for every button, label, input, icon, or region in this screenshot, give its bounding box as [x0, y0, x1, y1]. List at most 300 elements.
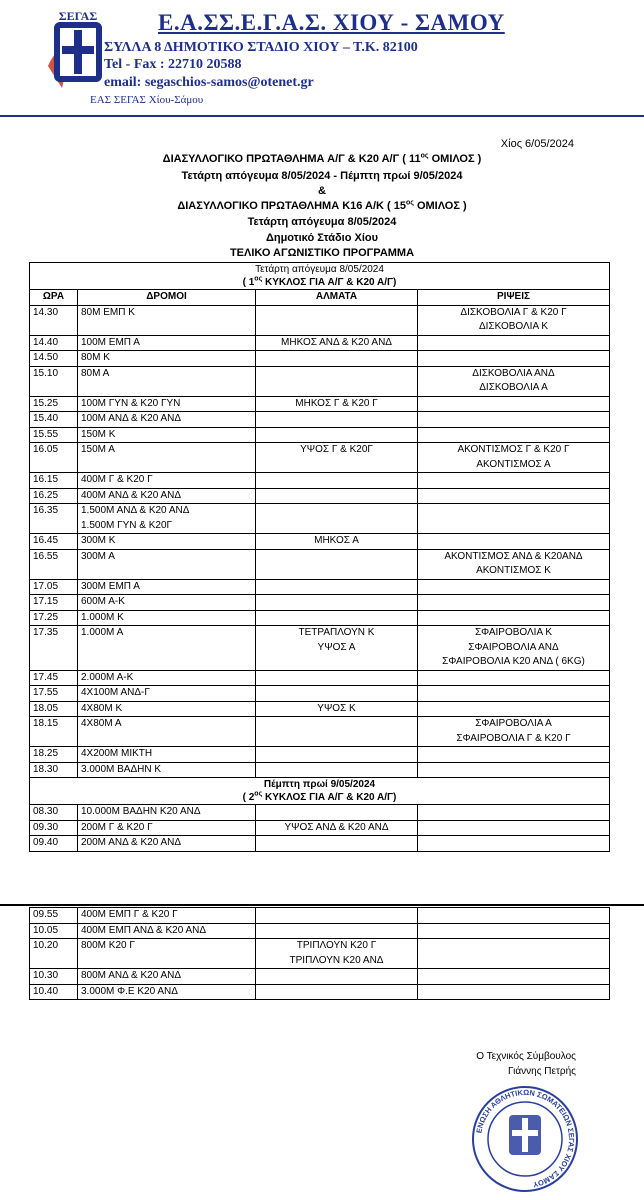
cell-line — [421, 985, 606, 1000]
runs-cell — [78, 701, 256, 717]
cell-line — [259, 428, 414, 443]
cell-line: 80Μ ΕΜΠ Κ — [81, 306, 135, 318]
cell-line — [421, 611, 606, 626]
jumps-cell — [256, 908, 418, 924]
runs-cell — [78, 504, 256, 534]
cell-line: 4Χ200Μ ΜΙΚΤΗ — [81, 748, 153, 759]
cell-line — [259, 747, 414, 762]
jumps-cell — [256, 626, 418, 671]
cell-line: 10.000Μ ΒΑΔΗΝ Κ20 ΑΝΔ — [81, 806, 201, 817]
table-row — [30, 939, 610, 969]
throws-cell — [418, 701, 610, 717]
cell-line: 150Μ Κ — [81, 428, 116, 440]
cell-line — [421, 580, 606, 595]
time-cell: 10.05 — [30, 923, 78, 939]
time-cell: 10.20 — [30, 939, 78, 969]
cell-line: ΜΗΚΟΣ ΑΝΔ & Κ20 ΑΝΔ — [281, 336, 392, 348]
cell-line — [421, 763, 606, 778]
throws-cell — [418, 923, 610, 939]
runs-cell — [78, 396, 256, 412]
logo-text: ΣΕΓΑΣ — [58, 9, 98, 23]
runs-cell — [78, 747, 256, 763]
time-cell: 15.25 — [30, 396, 78, 412]
cell-line: ΥΨΟΣ Γ & Κ20Γ — [300, 444, 373, 455]
table-row — [30, 305, 610, 335]
jumps-cell — [256, 805, 418, 821]
table-row — [30, 366, 610, 396]
time-cell: 17.05 — [30, 579, 78, 595]
table-row — [30, 579, 610, 595]
title-line-6: Δημοτικό Στάδιο Χίου — [265, 232, 379, 244]
cell-line: ΔΙΣΚΟΒΟΛΙΑ Α — [479, 382, 548, 393]
cell-line: 300Μ ΕΜΠ Α — [81, 580, 140, 592]
cell-line: ΑΚΟΝΤΙΣΜΟΣ Κ — [476, 565, 551, 576]
cell-line: 400Μ ΕΜΠ Γ & Κ20 Γ — [81, 909, 178, 920]
time-cell: 16.35 — [30, 504, 78, 534]
throws-cell — [418, 686, 610, 702]
time-cell: 18.05 — [30, 701, 78, 717]
title-line-3: & — [318, 185, 326, 197]
cell-line: 80Μ Α — [81, 367, 110, 379]
runs-cell — [78, 534, 256, 550]
cell-line: 600Μ Α-Κ — [81, 596, 125, 607]
jumps-cell — [256, 351, 418, 367]
table-row — [30, 670, 610, 686]
table-row — [30, 984, 610, 1000]
cell-line — [259, 671, 414, 686]
runs-cell — [78, 820, 256, 836]
cell-line: 1.000Μ Α — [81, 627, 124, 638]
jumps-cell — [256, 670, 418, 686]
jumps-cell — [256, 610, 418, 626]
time-cell: 17.25 — [30, 610, 78, 626]
table-row — [30, 351, 610, 367]
cell-line — [421, 504, 606, 519]
table-row — [30, 443, 610, 473]
cell-line: 4Χ80Μ Κ — [81, 702, 123, 714]
page-break-line — [0, 904, 644, 906]
throws-cell — [418, 984, 610, 1000]
cell-line — [259, 717, 414, 732]
table-row — [30, 805, 610, 821]
jumps-cell — [256, 923, 418, 939]
col-header-jumps: ΑΛΜΑΤΑ — [256, 290, 418, 306]
stamp-text: ΕΝΩΣΗ ΑΘΛΗΤΙΚΩΝ ΣΩΜΑΤΕΙΩΝ ΣΕΓΑΣ ΧΙΟΥ ΣΑΜΟΥ — [474, 1087, 577, 1190]
throws-cell — [418, 396, 610, 412]
table-row — [30, 473, 610, 489]
throws-cell — [418, 351, 610, 367]
cell-line — [259, 320, 414, 335]
runs-cell — [78, 366, 256, 396]
cell-line — [421, 939, 606, 954]
cell-line: 300Μ Κ — [81, 535, 116, 546]
official-stamp — [471, 1085, 579, 1193]
cell-line: 3.000Μ Φ.Ε Κ20 ΑΝΔ — [81, 985, 178, 997]
throws-cell — [418, 534, 610, 550]
jumps-cell — [256, 984, 418, 1000]
cell-line — [81, 564, 252, 579]
cell-line — [259, 489, 414, 504]
cell-line — [421, 969, 606, 984]
cell-line — [81, 458, 252, 473]
throws-cell — [418, 473, 610, 489]
cell-line: ΣΦΑΙΡΟΒΟΛΙΑ Κ20 ΑΝΔ ( 6KG) — [442, 656, 585, 667]
cell-line — [259, 519, 414, 534]
cell-line — [421, 336, 606, 351]
runs-cell — [78, 412, 256, 428]
table-row — [30, 908, 610, 924]
cell-line: 400Μ ΕΜΠ ΑΝΔ & Κ20 ΑΝΔ — [81, 924, 207, 936]
table-row — [30, 923, 610, 939]
cell-line: ΑΚΟΝΤΙΣΜΟΣ Α — [476, 458, 551, 470]
time-cell: 09.30 — [30, 820, 78, 836]
jumps-cell — [256, 969, 418, 985]
cell-line — [259, 732, 414, 747]
time-cell: 18.15 — [30, 717, 78, 747]
title-line-2: Τετάρτη απόγευμα 8/05/2024 - Πέμπτη πρωί 9/05/2024 — [181, 170, 463, 182]
jumps-cell — [256, 396, 418, 412]
cell-line — [259, 473, 414, 488]
time-cell: 16.05 — [30, 443, 78, 473]
time-cell: 18.30 — [30, 762, 78, 778]
runs-cell — [78, 443, 256, 473]
runs-cell — [78, 488, 256, 504]
time-cell: 08.30 — [30, 805, 78, 821]
cell-line: 200Μ ΑΝΔ & Κ20 ΑΝΔ — [81, 837, 182, 848]
cell-line: ΣΦΑΙΡΟΒΟΛΙΑ ΑΝΔ — [468, 641, 559, 653]
throws-cell — [418, 335, 610, 351]
cell-line — [259, 908, 414, 923]
cell-line: 300Μ Α — [81, 550, 115, 562]
runs-cell — [78, 335, 256, 351]
session-header-2: Πέμπτη πρωί 9/05/2024 ( $2^{o\varsigma}$ ΚΥΚΛΟΣ ΓΙΑ Α/Γ & Κ20 Α/Γ) — [30, 778, 610, 805]
cell-line: ΑΚΟΝΤΙΣΜΟΣ ΑΝΔ & Κ20ΑΝΔ — [444, 550, 583, 562]
cell-line: 4Χ80Μ Α — [81, 718, 122, 729]
cell-line — [259, 969, 414, 984]
time-cell: 16.15 — [30, 473, 78, 489]
cell-line — [259, 412, 414, 427]
cell-line — [259, 836, 414, 851]
time-cell: 16.55 — [30, 549, 78, 579]
time-cell: 14.40 — [30, 335, 78, 351]
cell-line: ΣΦΑΙΡΟΒΟΛΙΑ Γ & Κ20 Γ — [456, 732, 571, 744]
table-row — [30, 335, 610, 351]
throws-cell — [418, 939, 610, 969]
session-header-1: Τετάρτη απόγευμα 8/05/2024 ( $1^{o\varsigma}$ ΚΥΚΛΟΣ ΓΙΑ Α/Γ & Κ20 Α/Γ) — [30, 263, 610, 290]
runs-cell — [78, 923, 256, 939]
runs-cell — [78, 686, 256, 702]
cell-line: ΜΗΚΟΣ Γ & Κ20 Γ — [295, 397, 378, 409]
runs-cell — [78, 908, 256, 924]
time-cell: 14.30 — [30, 305, 78, 335]
cell-line: 1.000Μ Κ — [81, 611, 124, 623]
throws-cell — [418, 579, 610, 595]
jumps-cell — [256, 939, 418, 969]
time-cell: 16.25 — [30, 488, 78, 504]
throws-cell — [418, 504, 610, 534]
cell-line: 80Μ Κ — [81, 352, 110, 363]
jumps-cell — [256, 595, 418, 611]
throws-cell — [418, 670, 610, 686]
throws-cell — [418, 836, 610, 852]
cell-line: ΤΕΤΡΑΠΛΟΥΝ Κ — [298, 627, 375, 638]
jumps-cell — [256, 686, 418, 702]
cell-line: 2.000Μ Α-Κ — [81, 671, 134, 683]
cell-line — [421, 686, 606, 701]
cell-line — [259, 306, 414, 321]
throws-cell — [418, 443, 610, 473]
cell-line — [259, 805, 414, 820]
time-cell: 16.45 — [30, 534, 78, 550]
cell-line: 400Μ ΑΝΔ & Κ20 ΑΝΔ — [81, 489, 182, 501]
throws-cell — [418, 488, 610, 504]
time-cell: 14.50 — [30, 351, 78, 367]
table-row — [30, 549, 610, 579]
throws-cell — [418, 595, 610, 611]
cell-line: ΤΡΙΠΛΟΥΝ Κ20 Γ — [296, 940, 377, 951]
throws-cell — [418, 805, 610, 821]
cell-line: 100Μ ΕΜΠ Α — [81, 336, 140, 348]
table-row — [30, 504, 610, 534]
cell-line — [421, 908, 606, 923]
table-row — [30, 836, 610, 852]
table-row — [30, 686, 610, 702]
time-cell: 10.30 — [30, 969, 78, 985]
cell-line — [259, 763, 414, 778]
runs-cell — [78, 836, 256, 852]
cell-line — [421, 397, 606, 412]
time-cell: 15.10 — [30, 366, 78, 396]
cell-line: ΥΨΟΣ Κ — [317, 702, 356, 714]
table-row — [30, 396, 610, 412]
document-date: Χίος 6/05/2024 — [500, 138, 574, 150]
throws-cell — [418, 908, 610, 924]
col-header-runs: ΔΡΟΜΟΙ — [78, 290, 256, 306]
cell-line: ΣΦΑΙΡΟΒΟΛΙΑ Α — [475, 718, 552, 729]
column-header-row — [30, 290, 610, 306]
runs-cell — [78, 473, 256, 489]
col-header-throws: ΡΙΨΕΙΣ — [418, 290, 610, 306]
throws-cell — [418, 762, 610, 778]
jumps-cell — [256, 747, 418, 763]
throws-cell — [418, 969, 610, 985]
org-subtitle: ΕΑΣ ΣΕΓΑΣ Χίου-Σάμου — [90, 94, 204, 106]
table-row — [30, 610, 610, 626]
runs-cell — [78, 427, 256, 443]
jumps-cell — [256, 820, 418, 836]
title-line-4: ΔΙΑΣΥΛΛΟΓΙΚΟ ΠΡΩΤΑΘΛΗΜΑ Κ16 Α/Κ ( $15^{o\varsigma}$ ΟΜΙΛΟΣ ) — [177, 199, 467, 212]
jumps-cell — [256, 335, 418, 351]
org-title: Ε.Α.ΣΣ.Ε.Γ.Α.Σ. ΧΙΟΥ - ΣΑΜΟΥ — [158, 10, 505, 35]
cell-line — [421, 836, 606, 851]
table-row — [30, 762, 610, 778]
time-cell: 17.35 — [30, 626, 78, 671]
runs-cell — [78, 939, 256, 969]
cell-line: ΣΦΑΙΡΟΒΟΛΙΑ Κ — [474, 627, 553, 638]
cell-line — [421, 412, 606, 427]
runs-cell — [78, 626, 256, 671]
jumps-cell — [256, 534, 418, 550]
cell-line — [421, 473, 606, 488]
cell-line: ΥΨΟΣ Α — [317, 641, 356, 653]
jumps-cell — [256, 488, 418, 504]
table-row — [30, 626, 610, 671]
cell-line: 100Μ ΑΝΔ & Κ20 ΑΝΔ — [81, 413, 182, 424]
jumps-cell — [256, 701, 418, 717]
throws-cell — [418, 366, 610, 396]
runs-cell — [78, 579, 256, 595]
time-cell: 17.15 — [30, 595, 78, 611]
cell-line — [421, 428, 606, 443]
table-row — [30, 595, 610, 611]
cell-line: 1.500Μ ΓΥΝ & Κ20Γ — [81, 519, 173, 531]
signature-name: Γιάννης Πετρής — [508, 1066, 576, 1077]
cell-line: 200Μ Γ & Κ20 Γ — [81, 821, 153, 833]
cell-line — [421, 747, 606, 762]
time-cell: 15.40 — [30, 412, 78, 428]
jumps-cell — [256, 504, 418, 534]
cell-line: 1.500Μ ΑΝΔ & Κ20 ΑΝΔ — [81, 505, 190, 516]
table-row — [30, 701, 610, 717]
cell-line — [421, 489, 606, 504]
title-line-7: ΤΕΛΙΚΟ ΑΓΩΝΙΣΤΙΚΟ ΠΡΟΓΡΑΜΜΑ — [229, 247, 415, 259]
cell-line — [421, 351, 606, 366]
header-divider — [0, 115, 644, 117]
cell-line — [421, 924, 606, 939]
runs-cell — [78, 305, 256, 335]
cell-line — [421, 534, 606, 549]
runs-cell — [78, 805, 256, 821]
runs-cell — [78, 351, 256, 367]
cell-line — [81, 641, 252, 656]
cell-line: 400Μ Γ & Κ20 Γ — [81, 474, 153, 485]
cell-line — [259, 924, 414, 939]
throws-cell — [418, 412, 610, 428]
schedule-table-continued — [29, 907, 610, 1000]
time-cell: 09.55 — [30, 908, 78, 924]
cell-line: 800Μ Κ20 Γ — [81, 940, 135, 951]
cell-line — [259, 381, 414, 396]
throws-cell — [418, 717, 610, 747]
cell-line: ΔΙΣΚΟΒΟΛΙΑ Γ & Κ20 Γ — [460, 306, 567, 318]
runs-cell — [78, 670, 256, 686]
runs-cell — [78, 610, 256, 626]
runs-cell — [78, 549, 256, 579]
jumps-cell — [256, 412, 418, 428]
time-cell: 17.55 — [30, 686, 78, 702]
cell-line — [259, 655, 414, 670]
title-line-5: Τετάρτη απόγευμα 8/05/2024 — [247, 216, 397, 228]
jumps-cell — [256, 549, 418, 579]
time-cell: 09.40 — [30, 836, 78, 852]
cell-line: 100Μ ΓΥΝ & Κ20 ΓΥΝ — [81, 397, 181, 409]
cell-line — [421, 519, 606, 534]
jumps-cell — [256, 443, 418, 473]
cell-line — [421, 595, 606, 610]
org-address: ΣΥΛΛΑ 8 ΔΗΜΟΤΙΚΟ ΣΤΑΔΙΟ ΧΙΟΥ – Τ.Κ. 82100 — [104, 40, 418, 55]
jumps-cell — [256, 717, 418, 747]
jumps-cell — [256, 427, 418, 443]
time-cell: 17.45 — [30, 670, 78, 686]
cell-line — [81, 381, 252, 396]
cell-line — [81, 655, 252, 670]
table-row — [30, 534, 610, 550]
table-row — [30, 488, 610, 504]
jumps-cell — [256, 305, 418, 335]
jumps-cell — [256, 579, 418, 595]
runs-cell — [78, 984, 256, 1000]
throws-cell — [418, 610, 610, 626]
table-row — [30, 717, 610, 747]
schedule-table — [29, 262, 610, 852]
table-row — [30, 969, 610, 985]
cell-line — [259, 458, 414, 473]
cell-line — [259, 595, 414, 610]
table-row — [30, 412, 610, 428]
cell-line: 150Μ Α — [81, 444, 115, 455]
cell-line — [259, 504, 414, 519]
jumps-cell — [256, 836, 418, 852]
throws-cell — [418, 820, 610, 836]
throws-cell — [418, 305, 610, 335]
title-line-1: ΔΙΑΣΥΛΛΟΓΙΚΟ ΠΡΩΤΑΘΛΗΜΑ Α/Γ & Κ20 Α/Γ ( $11^{o\varsigma}$ ΟΜΙΛΟΣ ) — [162, 152, 482, 165]
cell-line: ΜΗΚΟΣ Α — [314, 535, 359, 546]
table-row — [30, 820, 610, 836]
runs-cell — [78, 595, 256, 611]
throws-cell — [418, 626, 610, 671]
cell-line: ΔΙΣΚΟΒΟΛΙΑ Κ — [478, 321, 549, 332]
jumps-cell — [256, 366, 418, 396]
cell-line: ΑΚΟΝΤΙΣΜΟΣ Γ & Κ20 Γ — [457, 444, 570, 455]
time-cell: 18.25 — [30, 747, 78, 763]
runs-cell — [78, 717, 256, 747]
cell-line: 3.000Μ ΒΑΔΗΝ Κ — [81, 763, 162, 775]
cell-line — [81, 732, 252, 747]
cell-line — [259, 580, 414, 595]
cell-line — [259, 367, 414, 382]
throws-cell — [418, 549, 610, 579]
jumps-cell — [256, 762, 418, 778]
cell-line: ΔΙΣΚΟΒΟΛΙΑ ΑΝΔ — [472, 367, 555, 379]
cell-line — [81, 320, 252, 335]
throws-cell — [418, 427, 610, 443]
table-row — [30, 747, 610, 763]
cell-line — [259, 550, 414, 565]
table-row — [30, 427, 610, 443]
cell-line — [259, 985, 414, 1000]
cell-line — [421, 671, 606, 686]
cell-line — [259, 564, 414, 579]
jumps-cell — [256, 473, 418, 489]
cell-line — [259, 351, 414, 366]
throws-cell — [418, 747, 610, 763]
col-header-time: ΩΡΑ — [30, 290, 78, 306]
cell-line — [81, 954, 252, 969]
runs-cell — [78, 969, 256, 985]
cell-line — [259, 686, 414, 701]
cell-line — [421, 805, 606, 820]
runs-cell — [78, 762, 256, 778]
org-telfax: Tel - Fax : 22710 20588 — [104, 57, 242, 72]
time-cell: 10.40 — [30, 984, 78, 1000]
signature-role: Ο Τεχνικός Σύμβουλος — [476, 1051, 576, 1062]
org-email[interactable]: email: segaschios-samos@otenet.gr — [104, 75, 314, 90]
time-cell: 15.55 — [30, 427, 78, 443]
cell-line: 800Μ ΑΝΔ & Κ20 ΑΝΔ — [81, 970, 182, 981]
cell-line: 4Χ100Μ ΑΝΔ-Γ — [81, 687, 150, 698]
cell-line — [259, 611, 414, 626]
cell-line — [421, 954, 606, 969]
